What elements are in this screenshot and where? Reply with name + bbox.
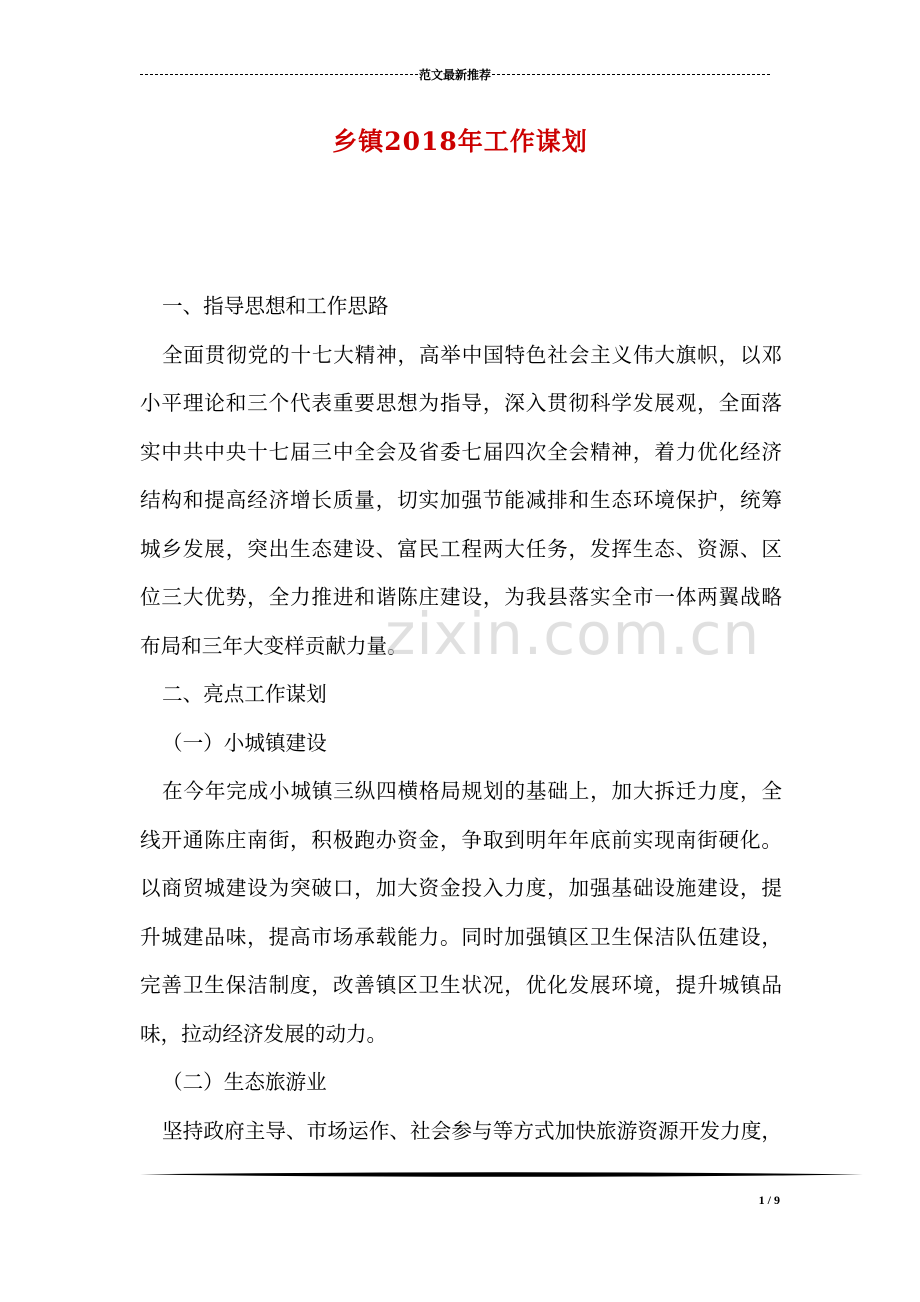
text-line: 位三大优势，全力推进和谐陈庄建设，为我县落实全市一体两翼战略: [140, 585, 782, 609]
header-dashes-left: [140, 74, 418, 75]
text-line: 二、亮点工作谋划: [162, 682, 327, 706]
text-line: 味，拉动经济发展的动力。: [140, 1021, 388, 1046]
text-line: 实中共中央十七届三中全会及省委七届四次全会精神，着力优化经济: [140, 439, 782, 464]
text-line: 坚持政府主导、市场运作、社会参与等方式加快旅游资源开发力度，: [162, 1118, 782, 1143]
footer-rule: [140, 1171, 863, 1178]
text-line: 全面贯彻党的十七大精神，高举中国特色社会主义伟大旗帜，以邓: [162, 342, 782, 367]
document-body: [140, 282, 782, 1155]
text-line: 布局和三年大变样贡献力量。: [140, 633, 408, 658]
text-line: 一、指导思想和工作思路: [162, 294, 389, 318]
text-line: （二）生态旅游业: [162, 1070, 327, 1094]
header-label: 范文最新推荐: [419, 67, 492, 82]
text-line: 升城建品味，提高市场承载能力。同时加强镇区卫生保洁队伍建设，: [140, 924, 782, 949]
document-title: 乡镇2018年工作谋划: [332, 127, 588, 156]
text-line: 小平理论和三个代表重要思想为指导，深入贯彻科学发展观，全面落: [140, 391, 782, 415]
watermark: zixin.com.cn: [385, 600, 761, 668]
text-line: 线开通陈庄南街，积极跑办资金，争取到明年年底前实现南街硬化。: [140, 827, 782, 852]
page-number: 1 / 9: [758, 1193, 780, 1207]
header-dashes-right: [492, 74, 770, 75]
text-line: 城乡发展，突出生态建设、富民工程两大任务，发挥生态、资源、区: [140, 536, 782, 561]
text-line: 结构和提高经济增长质量，切实加强节能减排和生态环境保护，统筹: [140, 488, 782, 512]
text-line: 在今年完成小城镇三纵四横格局规划的基础上，加大拆迁力度，全: [162, 779, 782, 803]
text-line: 完善卫生保洁制度，改善镇区卫生状况，优化发展环境，提升城镇品: [140, 973, 782, 997]
page-header: [140, 64, 770, 84]
text-line: 以商贸城建设为突破口，加大资金投入力度，加强基础设施建设，提: [140, 876, 782, 900]
text-line: （一）小城镇建设: [162, 730, 327, 755]
